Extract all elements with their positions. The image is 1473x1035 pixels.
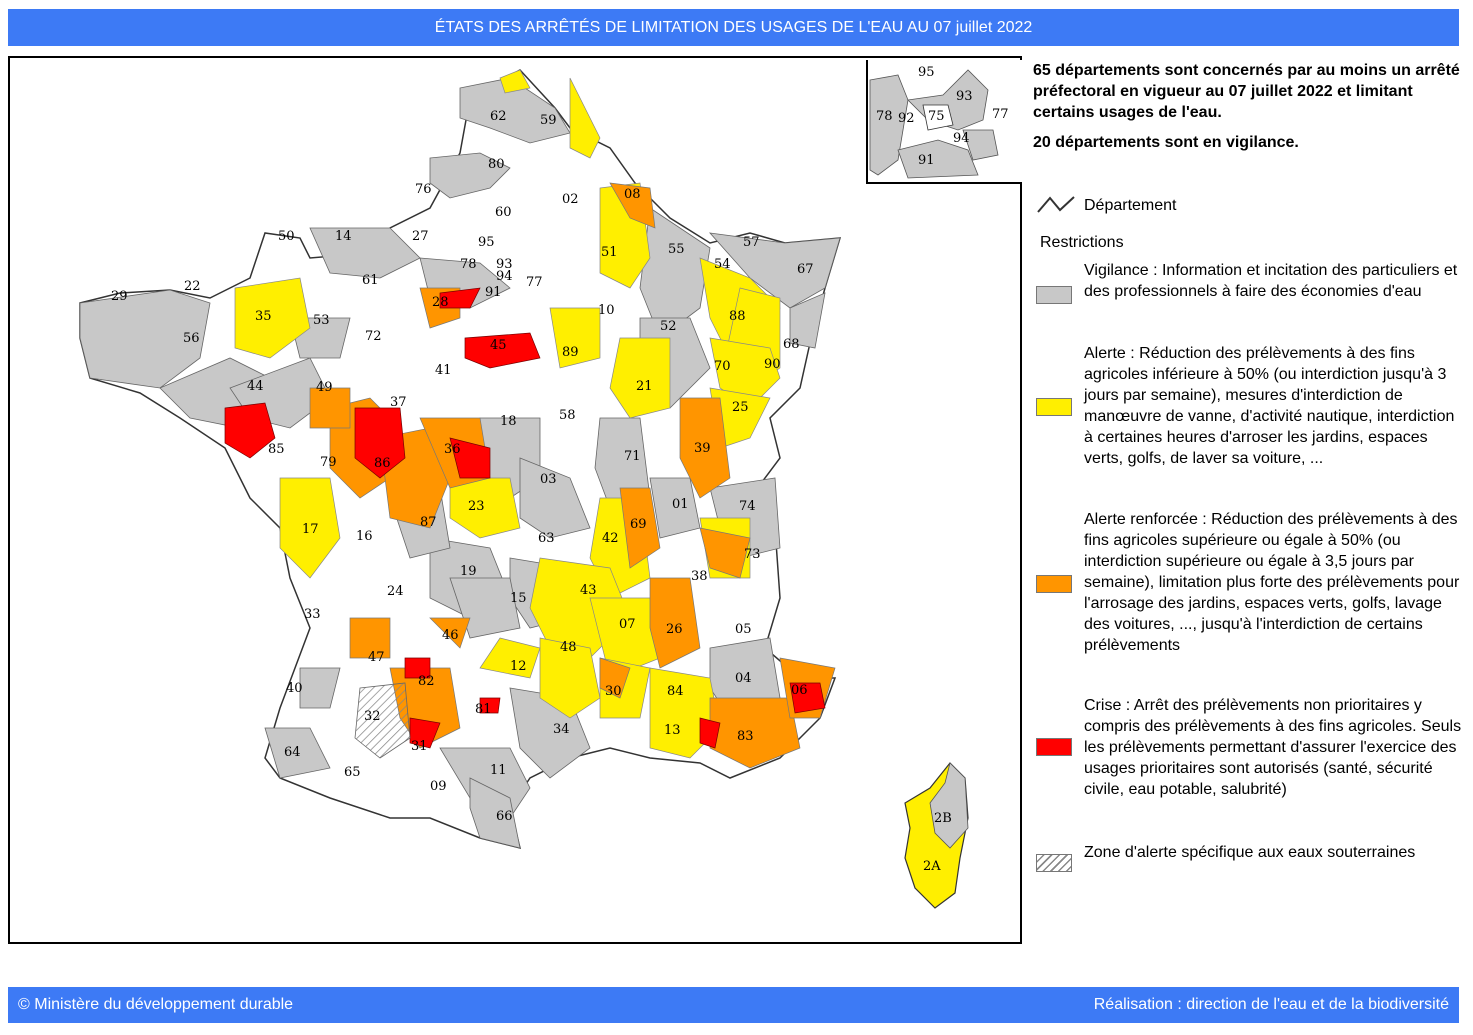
dept-label: 81 [475,702,492,717]
legend-swatch-vigilance [1036,286,1072,304]
dept-label: 64 [284,745,301,760]
dept-label: 78 [460,257,477,272]
dept-label: 2B [934,811,952,826]
dept-label: 80 [488,157,505,172]
footer-banner [8,987,1459,1023]
dept-label: 11 [490,763,507,778]
dept-label: 62 [490,109,507,124]
dept-label: 57 [743,235,760,250]
paris-inset [866,60,1022,184]
dept-label: 36 [444,442,461,457]
dept-label: 94 [496,269,513,284]
dept-label: 24 [387,584,404,599]
dept-label: 50 [278,229,295,244]
dept-label: 91 [485,285,502,300]
header-banner [8,9,1459,46]
dept-label: 52 [660,319,677,334]
footer-credit: Réalisation : direction de l'eau et de la biodiversité [1093,996,1449,1013]
dept-label: 66 [496,809,513,824]
inset-dept-label: 75 [928,109,945,124]
legend-restrictions-heading: Restrictions [1040,234,1124,251]
inset-dept-label: 91 [918,153,935,168]
dept-label: 38 [691,569,708,584]
dept-label: 63 [538,531,555,546]
dept-label: 15 [510,591,527,606]
dept-label: 74 [739,499,756,514]
dept-label: 67 [797,262,814,277]
legend-text-crise: Crise : Arrêt des prélèvements non prioritaires y compris des prélèvements à des fins agricoles. Seuls les prélèvements permettant d'assurer l'exercice des usages prioritaires sont autorisés (santé, sécurité civile, eau potable, salubrité) [1084,697,1462,798]
dept-label: 85 [268,442,285,457]
inset-dept-label: 93 [956,89,973,104]
dept-label: 21 [636,379,653,394]
dept-label: 51 [601,245,618,260]
page-title: ÉTATS DES ARRÊTÉS DE LIMITATION DES USAGES DE L'EAU AU 07 juillet 2022 [434,18,1033,36]
dept-label: 69 [630,517,647,532]
dept-label: 04 [735,671,752,686]
legend-swatch-crise [1036,738,1072,756]
summary-line-concerned: 65 départements sont concernés par au moins un arrêté préfectoral en vigueur au 07 juillet 2022 et limitant certains usages de l'eau. [1033,62,1460,121]
dept-label: 79 [320,455,337,470]
dept-label: 48 [560,640,577,655]
dept-label: 95 [478,235,495,250]
dept-label: 19 [460,564,477,579]
dept-label: 18 [500,414,517,429]
dept-label: 70 [714,359,731,374]
dept-label: 43 [580,583,597,598]
legend-swatch-alerte-renforcee [1036,575,1072,593]
legend-swatch-alerte [1036,398,1072,416]
dept-label: 58 [559,408,576,423]
dept-label: 06 [791,683,808,698]
dept-label: 23 [468,499,485,514]
dept-label: 46 [442,628,459,643]
inset-dept-label: 77 [992,107,1009,122]
dept-label: 49 [316,380,333,395]
dept-label: 39 [694,441,711,456]
legend-text-groundwater: Zone d'alerte spécifique aux eaux souterraines [1084,844,1416,861]
dept-label: 27 [412,229,429,244]
dept-label: 31 [411,739,428,754]
dept-label: 12 [510,659,527,674]
dept-label: 05 [735,622,752,637]
dept-label: 47 [368,650,385,665]
france-map[interactable] [8,56,1022,944]
dept-label: 76 [415,182,432,197]
dept-label: 77 [526,275,543,290]
dept-label: 30 [605,684,622,699]
legend-department-label: Département [1084,197,1177,214]
dept-label: 73 [744,547,761,562]
dept-label: 01 [672,497,689,512]
dept-label: 89 [562,345,579,360]
dept-label: 28 [432,295,449,310]
dept-label: 26 [666,622,683,637]
dept-label: 07 [619,617,636,632]
dept-label: 82 [418,674,435,689]
legend-swatch-groundwater [1036,854,1072,872]
dept-label: 55 [668,242,685,257]
dept-label: 25 [732,400,749,415]
summary-line-vigilance: 20 départements sont en vigilance. [1033,134,1299,151]
dept-label: 33 [304,607,321,622]
dept-label: 03 [540,472,557,487]
dept-label: 60 [495,205,512,220]
dept-label: 90 [764,357,781,372]
dept-label: 41 [435,363,452,378]
dept-label: 71 [624,449,641,464]
inset-dept-label: 94 [953,131,970,146]
dept-label: 02 [562,192,579,207]
map-svg [10,58,1020,942]
dept-label: 72 [365,329,382,344]
dept-label: 37 [390,395,407,410]
dept-label: 83 [737,729,754,744]
dept-label: 86 [374,456,391,471]
dept-label: 13 [664,723,681,738]
footer-copyright: © Ministère du développement durable [18,996,294,1013]
dept-label: 53 [313,313,330,328]
dept-label: 56 [183,331,200,346]
legend-text-alerte: Alerte : Réduction des prélèvements à des fins agricoles inférieure à 50% (ou interdiction jusqu'à 3 jours par semaine), mesures d'interdiction de manœuvre de vanne, d'activité nautique, interdiction à certaines heures d'arroser les jardins, espaces verts, golfs, de laver sa voiture, ... [1084,345,1455,467]
dept-label: 42 [602,531,619,546]
dept-label: 29 [111,289,128,304]
dept-label: 88 [729,309,746,324]
dept-label: 09 [430,779,447,794]
dept-label: 68 [783,337,800,352]
dept-label: 44 [247,379,264,394]
legend-text-alerte-renforcee: Alerte renforcée : Réduction des prélèvements à des fins agricoles supérieure ou égale à 50% (ou interdiction supérieure ou égale à 3,5 jours par semaine), limitation plus forte des prélèvements pour l'arrosage des jardins, espaces verts, golfs, lavage des voitures, ..., jusqu'à l'interdiction de certains prélèvements [1084,511,1460,654]
dept-label: 84 [667,684,684,699]
department-line-icon [1036,194,1076,216]
summary-text [1033,60,1463,162]
dept-label: 16 [356,529,373,544]
dept-label: 08 [624,187,641,202]
dept-label: 87 [420,515,437,530]
inset-dept-label: 92 [898,111,915,126]
inset-dept-label: 78 [876,109,893,124]
dept-label: 35 [255,309,272,324]
dept-label: 2A [923,859,941,874]
dept-label: 65 [344,765,361,780]
dept-label: 14 [335,229,352,244]
dept-label: 17 [302,522,319,537]
dept-label: 45 [490,338,507,353]
dept-label: 34 [553,722,570,737]
dept-label: 61 [362,273,379,288]
dept-label: 10 [598,303,615,318]
inset-dept-label: 95 [918,65,935,80]
dept-label: 22 [184,279,201,294]
dept-label: 54 [714,257,731,272]
dept-label: 59 [540,113,557,128]
dept-label: 93 [496,257,513,272]
legend-text-vigilance: Vigilance : Information et incitation des particuliers et des professionnels à faire des économies d'eau [1084,262,1458,300]
dept-label: 40 [286,681,303,696]
dept-label: 32 [364,709,381,724]
